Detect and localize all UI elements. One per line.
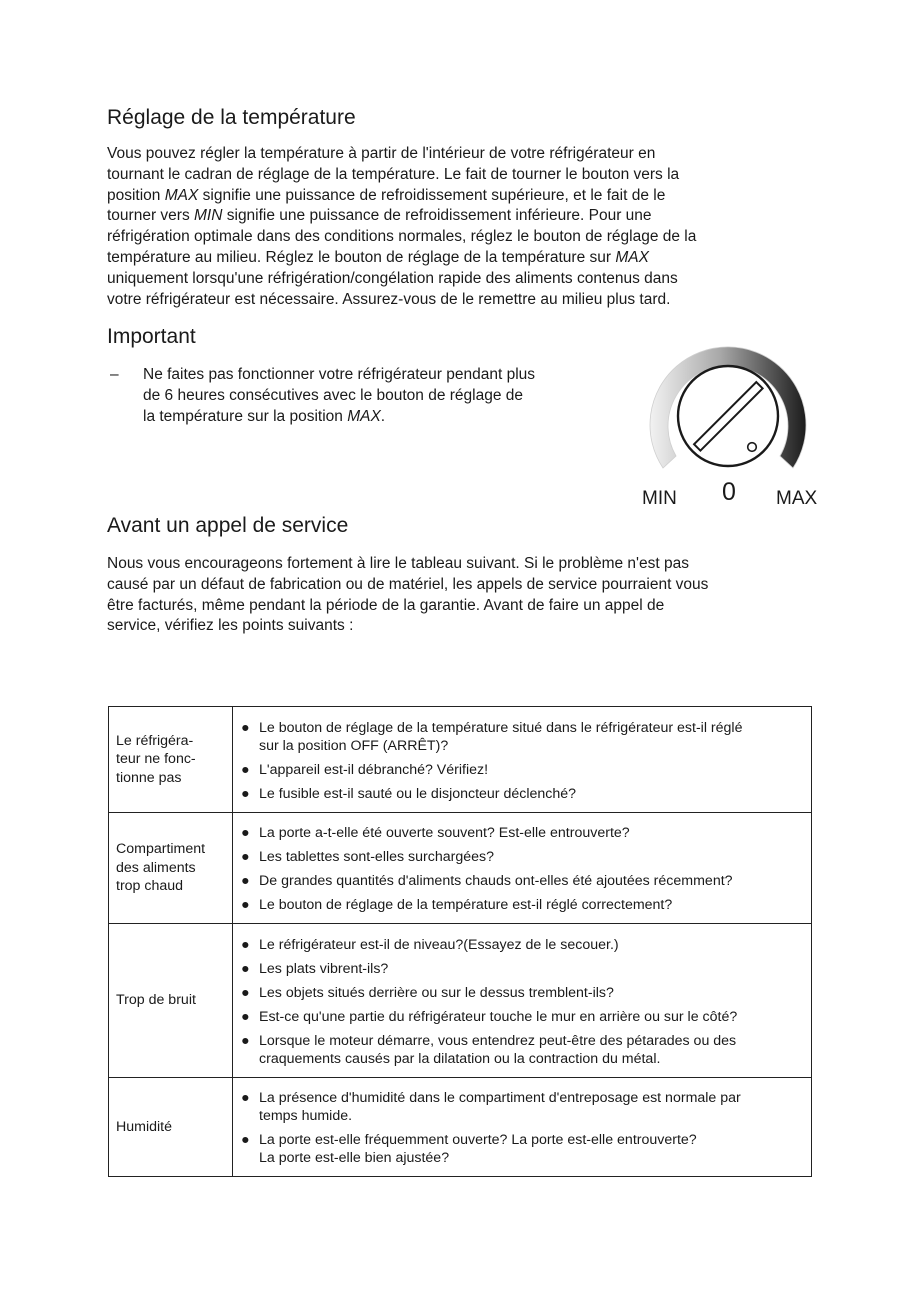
- bullet-icon: ●: [241, 873, 250, 889]
- temperature-paragraph: [107, 144, 807, 310]
- problem-line: Humidité: [116, 1118, 172, 1135]
- bullet-icon: ●: [241, 936, 250, 953]
- service-paragraph: [107, 554, 807, 637]
- para-line: être facturés, même pendant la période de la garantie. Avant de faire un appel de: [107, 596, 665, 614]
- bullet-icon: ●: [241, 1032, 250, 1049]
- problem-line: Le réfrigéra-: [116, 732, 194, 749]
- problem-line: tionne pas: [116, 769, 182, 786]
- check-item: [239, 960, 805, 978]
- bullet-icon: ●: [241, 1008, 250, 1025]
- para-line: uniquement lorsqu'une réfrigération/congélation rapide des aliments contenus dans: [107, 269, 678, 287]
- checks-cell: [233, 924, 812, 1078]
- checks-cell: [233, 707, 812, 813]
- check-line: Lorsque le moteur démarre, vous entendrez peut-être des pétarades ou des: [259, 1032, 737, 1049]
- table-row: [109, 813, 812, 924]
- para-line: Vous pouvez régler la température à partir de l'intérieur de votre réfrigérateur en: [107, 145, 656, 162]
- checks-cell: [233, 813, 812, 924]
- section-heading-service: Avant un appel de service: [107, 514, 349, 537]
- check-line: sur la position OFF (ARRÊT)?: [259, 737, 449, 754]
- section-heading-important: Important: [107, 325, 196, 348]
- problem-cell: [109, 1078, 233, 1177]
- check-item: [239, 785, 805, 803]
- para-line: causé par un défaut de fabrication ou de matériel, les appels de service pourraient vous: [107, 575, 709, 593]
- check-item: [239, 936, 805, 954]
- problem-cell: [109, 813, 233, 924]
- bullet-icon: ●: [241, 1090, 250, 1106]
- thermostat-dial-icon: [630, 328, 830, 518]
- para-line: position MAX signifie une puissance de refroidissement supérieure, et le fait de le: [107, 186, 666, 204]
- para-line: réfrigération optimale dans des conditions normales, réglez le bouton de réglage de la: [107, 228, 697, 246]
- check-line: Le fusible est-il sauté ou le disjoncteur déclenché?: [259, 785, 577, 802]
- problem-line: Compartiment: [116, 841, 206, 858]
- check-item: [239, 896, 805, 914]
- check-item: [239, 1131, 805, 1167]
- check-line: La porte a-t-elle été ouverte souvent? Est-elle entrouverte?: [259, 825, 630, 841]
- check-item: [239, 872, 805, 890]
- problem-line: des aliments: [116, 859, 196, 876]
- check-line: Est-ce qu'une partie du réfrigérateur touche le mur en arrière ou sur le côté?: [259, 1008, 738, 1025]
- note-line: Ne faites pas fonctionner votre réfrigérateur pendant plus: [143, 366, 536, 383]
- check-item: [239, 761, 805, 779]
- checks-cell: [233, 1078, 812, 1177]
- problem-line: teur ne fonc-: [116, 751, 196, 768]
- para-line: tourner vers MIN signifie une puissance de refroidissement inférieure. Pour une: [107, 207, 652, 225]
- check-line: Les objets situés derrière ou sur le dessus tremblent-ils?: [259, 984, 614, 1001]
- check-line: Les tablettes sont-elles surchargées?: [259, 849, 495, 865]
- check-line: La porte est-elle fréquemment ouverte? La porte est-elle entrouverte?: [259, 1132, 697, 1148]
- note-line: de 6 heures consécutives avec le bouton de réglage de: [143, 386, 524, 404]
- check-line: Le réfrigérateur est-il de niveau?(Essayez de le secouer.): [259, 936, 619, 953]
- para-line: votre réfrigérateur est nécessaire. Assurez-vous de le remettre au milieu plus tard.: [107, 290, 671, 308]
- note-line: la température sur la position MAX.: [143, 407, 386, 425]
- problem-cell: [109, 707, 233, 813]
- para-line: Nous vous encourageons fortement à lire le tableau suivant. Si le problème n'est pas: [107, 555, 689, 572]
- check-line: Le bouton de réglage de la température situé dans le réfrigérateur est-il réglé: [259, 719, 743, 736]
- section-heading-temperature: Réglage de la température: [107, 106, 356, 129]
- troubleshooting-table: [108, 706, 812, 1177]
- dash-marker: –: [110, 366, 119, 383]
- bullet-icon: ●: [241, 960, 250, 977]
- dial-min-label: MIN: [642, 488, 677, 509]
- bullet-icon: ●: [241, 761, 250, 778]
- check-line: craquements causés par la dilatation ou la contraction du métal.: [259, 1050, 661, 1067]
- problem-line: Trop de bruit: [116, 992, 196, 1009]
- check-item: [239, 1089, 805, 1125]
- bullet-icon: ●: [241, 719, 250, 736]
- para-line: température au milieu. Réglez le bouton de réglage de la température sur MAX: [107, 248, 649, 266]
- check-line: De grandes quantités d'aliments chauds ont-elles été ajoutées récemment?: [259, 873, 733, 889]
- check-item: [239, 848, 805, 866]
- check-line: Le bouton de réglage de la température est-il réglé correctement?: [259, 897, 673, 913]
- important-text: [143, 365, 535, 427]
- check-item: [239, 1032, 805, 1068]
- para-line: tournant le cadran de réglage de la température. Le fait de tourner le bouton vers la: [107, 165, 680, 183]
- dial-graphic: [630, 328, 830, 478]
- para-line: service, vérifiez les points suivants :: [107, 617, 354, 635]
- check-item: [239, 719, 805, 755]
- check-item: [239, 824, 805, 842]
- bullet-icon: ●: [241, 1132, 250, 1148]
- table-row: [109, 707, 812, 813]
- bullet-icon: ●: [241, 849, 250, 865]
- dial-max-label: MAX: [776, 488, 818, 509]
- problem-line: trop chaud: [116, 878, 184, 895]
- check-line: L'appareil est-il débranché? Vérifiez!: [259, 761, 489, 778]
- check-line: Les plats vibrent-ils?: [259, 960, 389, 977]
- check-item: [239, 1008, 805, 1026]
- check-line: temps humide.: [259, 1108, 353, 1124]
- bullet-icon: ●: [241, 825, 250, 841]
- dial-zero-label: 0: [722, 478, 736, 506]
- problem-cell: [109, 924, 233, 1078]
- bullet-icon: ●: [241, 897, 250, 913]
- check-line: La présence d'humidité dans le compartiment d'entreposage est normale par: [259, 1090, 741, 1106]
- check-item: [239, 984, 805, 1002]
- table-row: [109, 1078, 812, 1177]
- bullet-icon: ●: [241, 984, 250, 1001]
- bullet-icon: ●: [241, 785, 250, 802]
- indicator-dot-icon: [748, 443, 757, 452]
- check-line: La porte est-elle bien ajustée?: [259, 1150, 450, 1166]
- table-row: [109, 924, 812, 1078]
